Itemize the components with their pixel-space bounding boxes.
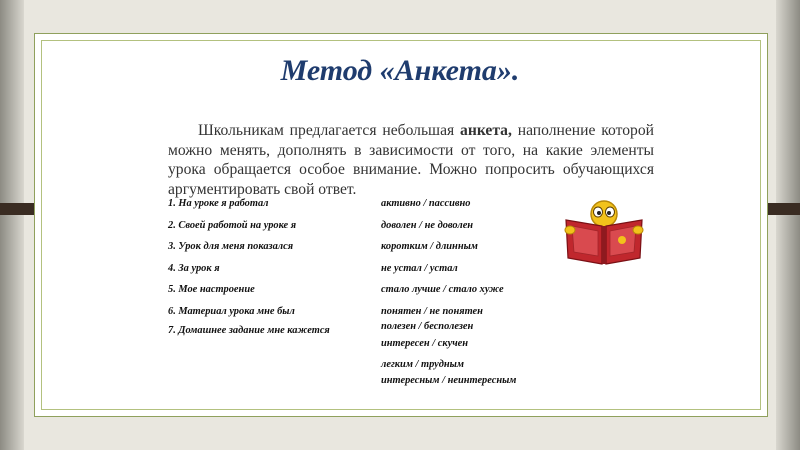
answer-extra-2: интересным / неинтересным (381, 375, 517, 386)
answer-extra-1: легким / трудным (381, 359, 464, 370)
question-4: 4. За урок я (168, 263, 220, 274)
reading-book-smiley-icon (562, 200, 646, 266)
question-7: 7. Домашнее задание мне кажется (168, 325, 330, 336)
slide-title: Метод «Анкета». (280, 54, 520, 87)
answer-2: доволен / не доволен (381, 220, 474, 231)
question-5: 5. Мое настроение (168, 284, 255, 295)
right-decor-bar (766, 203, 800, 215)
answer-5: стало лучше / стало хуже (381, 284, 504, 295)
answer-1: активно / пассивно (381, 198, 471, 209)
question-3: 3. Урок для меня показался (168, 241, 294, 252)
question-2: 2. Своей работой на уроке я (168, 220, 297, 231)
answer-4: не устал / устал (381, 263, 458, 274)
answer-3: коротким / длинным (381, 241, 478, 252)
answer-6: понятен / не понятен (381, 306, 483, 317)
question-6: 6. Материал урока мне был (168, 306, 295, 317)
answer-7b: интересен / скучен (381, 338, 469, 349)
intro-bold-term: анкета, (460, 122, 512, 139)
answer-7a: полезен / бесполезен (381, 321, 474, 332)
intro-text-start: Школьникам предлагается небольшая (198, 122, 461, 139)
left-decor-bar (0, 203, 34, 215)
question-1: 1. На уроке я работал (168, 198, 269, 209)
intro-paragraph (168, 121, 654, 199)
intro-text-rest: наполнение которой можно менять, дополнять в зависимости от того, на какие элементы урока обращается особое внимание. Можно попросить обучающихся аргументировать свой ответ. (168, 122, 654, 198)
